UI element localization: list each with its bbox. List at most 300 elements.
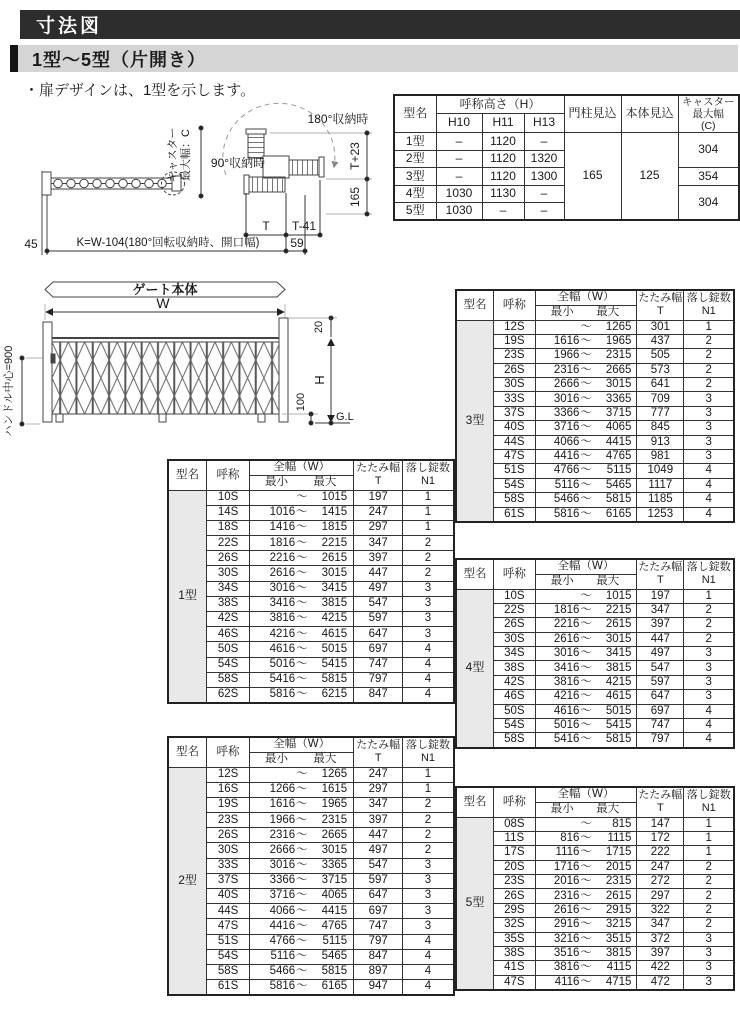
size-row [456,889,734,903]
width-range-cell [535,450,636,464]
width-range-cell [535,889,636,903]
width-min: 4416 [269,919,296,932]
tilde: ～ [580,406,592,419]
fold-width-cell: 547 [354,858,403,873]
tilde: ～ [295,612,308,625]
width-range-cell [250,767,354,782]
spec-height-cell: – [524,203,564,221]
width-max: 6165 [605,507,632,520]
width-range-cell [535,961,636,975]
width-range-cell [250,904,354,919]
width-max: 2615 [321,551,348,564]
spec-caster-width-cell: 304 [678,133,739,168]
col-header-locks [403,737,455,767]
gate-body-label: ゲート本体 [132,282,198,297]
locks-cell: 1 [403,782,455,797]
locks-cell: 3 [684,406,734,420]
fold-width-cell: 647 [354,889,403,904]
locks-cell: 4 [684,733,734,748]
size-row [456,421,734,435]
size-name-cell: 20S [494,860,536,874]
tilde: ～ [580,632,592,645]
locks-cell: 2 [403,843,455,858]
dim-t: T [262,219,270,233]
width-max: 5815 [605,733,632,746]
width-min: 2666 [553,378,580,391]
locks-cell: 4 [403,949,455,964]
fold-width-cell: 447 [637,632,684,646]
spec-height-cell: 1120 [482,150,524,168]
tilde: ～ [580,875,592,888]
min-label: 最小 [550,305,574,318]
size-name-cell: 30S [494,378,536,392]
fold-width-cell: 172 [637,831,684,845]
width-max: 2015 [605,860,632,873]
width-max: 4415 [605,435,632,448]
width-min: 2616 [553,903,580,916]
size-row [456,932,734,946]
spec-height-cell: 1130 [482,185,524,203]
fold-width-cell: 272 [637,875,684,889]
width-range-cell [535,320,636,334]
fold-width-cell: 777 [637,406,684,420]
size-name-cell: 47S [494,450,536,464]
size-name-cell: 34S [494,647,536,661]
tilde: ～ [295,904,308,917]
fold-width-cell: 547 [354,596,403,611]
size-name-cell: 61S [207,980,250,995]
locks-cell: 3 [684,690,734,704]
width-range-cell [535,704,636,718]
locks-cell: 2 [684,875,734,889]
width-min: 4066 [553,435,580,448]
width-range-cell [250,490,354,505]
width-max: 3815 [605,661,632,674]
fold-width-cell: 397 [354,551,403,566]
fold-width-symbol: T [656,305,664,318]
size-row [456,349,734,363]
width-min: 2016 [553,875,580,888]
tilde: ～ [580,918,592,931]
tilde: ～ [580,493,592,506]
width-min: 3816 [553,675,580,688]
max-label: 最大 [596,305,620,318]
size-name-cell: 12S [494,320,536,334]
size-name-cell: 32S [494,918,536,932]
col-header-locks [403,460,455,490]
min-label: 最小 [265,752,288,765]
size-row [168,980,454,995]
spec-caster-width-cell: 354 [678,168,739,186]
spec-model-cell: 4型 [394,185,436,203]
size-table [167,736,455,996]
width-max: 5465 [321,950,348,963]
locks-cell: 3 [684,421,734,435]
width-max: 2215 [321,536,348,549]
size-name-cell: 30S [207,843,250,858]
size-name-cell: 46S [207,627,250,642]
fold-width-cell: 497 [637,647,684,661]
fold-width-cell: 747 [637,719,684,733]
width-min: 3716 [269,889,296,902]
fold-width-cell: 222 [637,846,684,860]
width-min: 3016 [269,582,296,595]
size-name-cell: 33S [494,392,536,406]
tilde: ～ [580,378,592,391]
width-min: 4766 [269,935,296,948]
size-name-cell: 47S [207,919,250,934]
tilde: ～ [580,846,592,859]
col-header-fold-width [637,559,684,589]
dim-20: 20 [313,320,325,334]
width-max: 5815 [321,673,348,686]
locks-label: 落し錠数 [406,462,450,475]
width-max: 4415 [321,904,348,917]
col-header-locks [684,290,734,320]
size-name-cell: 61S [494,507,536,522]
section-title: 1型～5型（片開き） [32,49,207,70]
size-row [168,813,454,828]
size-name-cell: 30S [207,566,250,581]
spec-height-cell: 1030 [436,185,482,203]
size-row [168,657,454,672]
fold-width-cell: 297 [637,889,684,903]
width-min: 4616 [553,704,580,717]
size-row [168,797,454,812]
fold-width-cell: 197 [354,490,403,505]
tilde: ～ [580,464,592,477]
fold-width-cell: 913 [637,435,684,449]
width-min: 1116 [555,846,580,859]
locks-cell: 2 [684,918,734,932]
width-min: 4616 [269,642,296,655]
size-name-cell: 10S [207,490,250,505]
size-table [167,459,455,704]
width-range-cell [535,690,636,704]
fold-width-cell: 647 [637,690,684,704]
width-range-cell [250,581,354,596]
fold-width-symbol: T [374,752,382,765]
size-row [456,632,734,646]
tilde: ～ [295,965,308,978]
width-max: 5465 [605,478,632,491]
size-row [456,860,734,874]
spec-height-cell: – [436,168,482,186]
dim-h: H [312,375,327,385]
spec-height-cell: 1120 [482,133,524,151]
fold-width-cell: 297 [354,782,403,797]
width-range-cell [535,406,636,420]
width-range-cell [535,661,636,675]
locks-cell: 4 [684,493,734,507]
width-range-cell [250,964,354,979]
width-max: 5015 [605,704,632,717]
tilde: ～ [295,859,308,872]
width-min: 2216 [553,618,580,631]
size-table [455,786,735,991]
width-max: 5415 [321,658,348,671]
width-min: 4416 [553,450,580,463]
width-min: 5016 [553,719,580,732]
width-range-cell [535,507,636,522]
col-header-fold-width [637,787,684,817]
size-table-body [168,490,454,703]
dim-165: 165 [348,186,362,208]
max-label: 最大 [596,802,620,815]
width-min: 4066 [269,904,296,917]
locks-cell: 4 [684,704,734,718]
fold-width-cell: 697 [354,642,403,657]
min-label: 最小 [265,475,288,488]
size-name-cell: 33S [207,858,250,873]
width-range-cell [535,860,636,874]
locks-cell: 4 [684,478,734,492]
size-table [455,289,735,523]
spec-header-body-depth: 本体見込 [621,95,678,133]
fold-width-cell: 847 [354,687,403,702]
size-row [456,618,734,632]
fold-width-label: たたみ幅 [356,462,401,475]
width-range-cell [535,817,636,831]
size-name-cell: 54S [207,949,250,964]
tilde: ～ [295,950,308,963]
col-header-model: 型名 [168,737,207,767]
size-row [456,704,734,718]
tilde: ～ [295,673,308,686]
width-max: 3515 [605,932,632,945]
width-range-cell [535,647,636,661]
locks-cell: 1 [403,767,455,782]
width-min: 4216 [269,627,296,640]
size-name-cell: 23S [494,349,536,363]
fold-width-cell: 297 [354,520,403,535]
caster-label-line2: 最大幅 [692,108,724,121]
tilde: ～ [295,566,308,579]
size-name-cell: 54S [494,478,536,492]
width-max: 4215 [321,612,348,625]
width-range-cell [535,831,636,845]
spec-height-cell: 1300 [524,168,564,186]
width-max: 4215 [605,675,632,688]
tilde: ～ [580,719,592,732]
width-max: 3215 [605,918,632,931]
tilde: ～ [580,421,592,434]
col-header-width-group: 全幅（W） [535,290,636,305]
fold-width-cell: 322 [637,903,684,917]
spec-header-height-group: 呼称高さ（H） [436,95,564,114]
size-row [168,934,454,949]
locks-symbol: N1 [701,802,716,815]
width-min: 3416 [553,661,580,674]
width-range-cell [535,733,636,748]
width-range-cell [535,589,636,603]
fold-width-cell: 472 [637,975,684,990]
col-header-minmax [535,574,636,589]
width-range-cell [250,782,354,797]
width-min: 1016 [269,506,296,519]
width-range-cell [535,478,636,492]
max-label: 最大 [596,574,620,587]
locks-symbol: N1 [701,305,716,318]
fold-width-cell: 247 [354,767,403,782]
tilde: ～ [295,843,308,856]
size-row [456,334,734,348]
fold-width-cell: 797 [637,733,684,748]
fold-width-cell: 422 [637,961,684,975]
width-range-cell [250,520,354,535]
width-min: 4766 [553,464,580,477]
fold-width-cell: 397 [354,813,403,828]
size-name-cell: 26S [207,551,250,566]
size-row [168,767,454,782]
fold-width-cell: 697 [637,704,684,718]
width-max: 1015 [321,490,348,503]
locks-cell: 3 [403,596,455,611]
size-name-cell: 58S [207,672,250,687]
width-max: 4615 [605,690,632,703]
width-min: 2916 [553,918,580,931]
locks-cell: 4 [403,672,455,687]
size-row [456,320,734,334]
size-row [168,581,454,596]
col-header-name: 呼称 [494,559,536,589]
locks-cell: 1 [684,817,734,831]
size-table-type3 [455,289,735,523]
width-range-cell [535,334,636,348]
col-header-name: 呼称 [207,460,250,490]
size-row [456,647,734,661]
locks-symbol: N1 [420,752,436,765]
tilde: ～ [580,817,592,830]
locks-cell: 2 [403,566,455,581]
locks-cell: 4 [684,719,734,733]
width-max: 3365 [321,859,348,872]
size-row [456,464,734,478]
fold-width-cell: 847 [354,949,403,964]
fold-width-cell: 347 [354,797,403,812]
width-min: 816 [560,831,580,844]
size-name-cell: 26S [207,828,250,843]
width-max: 3415 [321,582,348,595]
tilde: ～ [295,490,308,503]
width-range-cell [535,363,636,377]
fold-width-cell: 597 [354,612,403,627]
fold-width-label: たたみ幅 [638,561,683,574]
locks-cell: 4 [403,657,455,672]
locks-cell: 2 [684,378,734,392]
width-min: 5816 [553,507,580,520]
width-min: 5416 [269,673,296,686]
spec-row [394,133,739,151]
tilde: ～ [295,521,308,534]
fold-width-cell: 597 [637,675,684,689]
size-row [456,661,734,675]
size-name-cell: 50S [494,704,536,718]
locks-cell: 2 [684,889,734,903]
width-range-cell [535,378,636,392]
spec-table-body [394,133,739,221]
fold-width-label: たたみ幅 [638,292,683,305]
tilde: ～ [580,647,592,660]
fold-width-cell: 845 [637,421,684,435]
width-min: 1616 [269,798,296,811]
col-header-model: 型名 [456,559,494,589]
width-range-cell [535,875,636,889]
locks-cell: 3 [684,947,734,961]
col-header-fold-width [354,737,403,767]
fold-width-label: たたみ幅 [356,739,401,752]
tilde: ～ [580,618,592,631]
tilde: ～ [580,947,592,960]
spec-height-cell: – [482,203,524,221]
width-max: 1815 [321,521,348,534]
width-max: 5115 [322,935,348,948]
size-row [456,603,734,617]
size-row [456,875,734,889]
tilde: ～ [295,798,308,811]
page-title-bar [20,10,740,39]
col-header-minmax [535,305,636,320]
width-max: 1265 [321,767,348,780]
width-min: 4216 [553,690,580,703]
tilde: ～ [580,733,592,746]
width-range-cell [535,932,636,946]
locks-label: 落し錠数 [686,292,731,305]
size-name-cell: 34S [207,581,250,596]
width-range-cell [535,918,636,932]
col-header-model: 型名 [456,290,494,320]
model-name-cell: 4型 [456,589,494,748]
size-table-type1 [167,459,455,704]
tilde: ～ [295,627,308,640]
width-max: 3715 [605,406,632,419]
locks-cell: 4 [403,980,455,995]
width-min: 5816 [269,688,296,701]
width-min: 5466 [553,493,580,506]
size-name-cell: 58S [494,733,536,748]
size-name-cell: 35S [494,932,536,946]
width-range-cell [250,551,354,566]
col-header-locks [684,559,734,589]
locks-cell: 3 [403,612,455,627]
tilde: ～ [580,589,592,602]
size-name-cell: 51S [207,934,250,949]
locks-cell: 4 [403,964,455,979]
tilde: ～ [580,334,592,347]
width-min: 5116 [554,478,580,491]
fold-width-cell: 301 [637,320,684,334]
fold-width-cell: 1049 [637,464,684,478]
tilde: ～ [580,392,592,405]
width-range-cell [535,392,636,406]
size-name-cell: 26S [494,889,536,903]
size-name-cell: 42S [207,612,250,627]
width-max: 2315 [321,813,348,826]
col-header-fold-width [354,460,403,490]
width-min: 2216 [269,551,296,564]
size-name-cell: 19S [207,797,250,812]
tilde: ～ [580,831,592,844]
locks-cell: 1 [403,505,455,520]
tilde: ～ [295,889,308,902]
size-name-cell: 37S [207,873,250,888]
tilde: ～ [295,874,308,887]
tilde: ～ [295,767,308,780]
size-name-cell: 26S [494,618,536,632]
fold-width-cell: 697 [354,904,403,919]
tilde: ～ [580,450,592,463]
size-row [456,478,734,492]
